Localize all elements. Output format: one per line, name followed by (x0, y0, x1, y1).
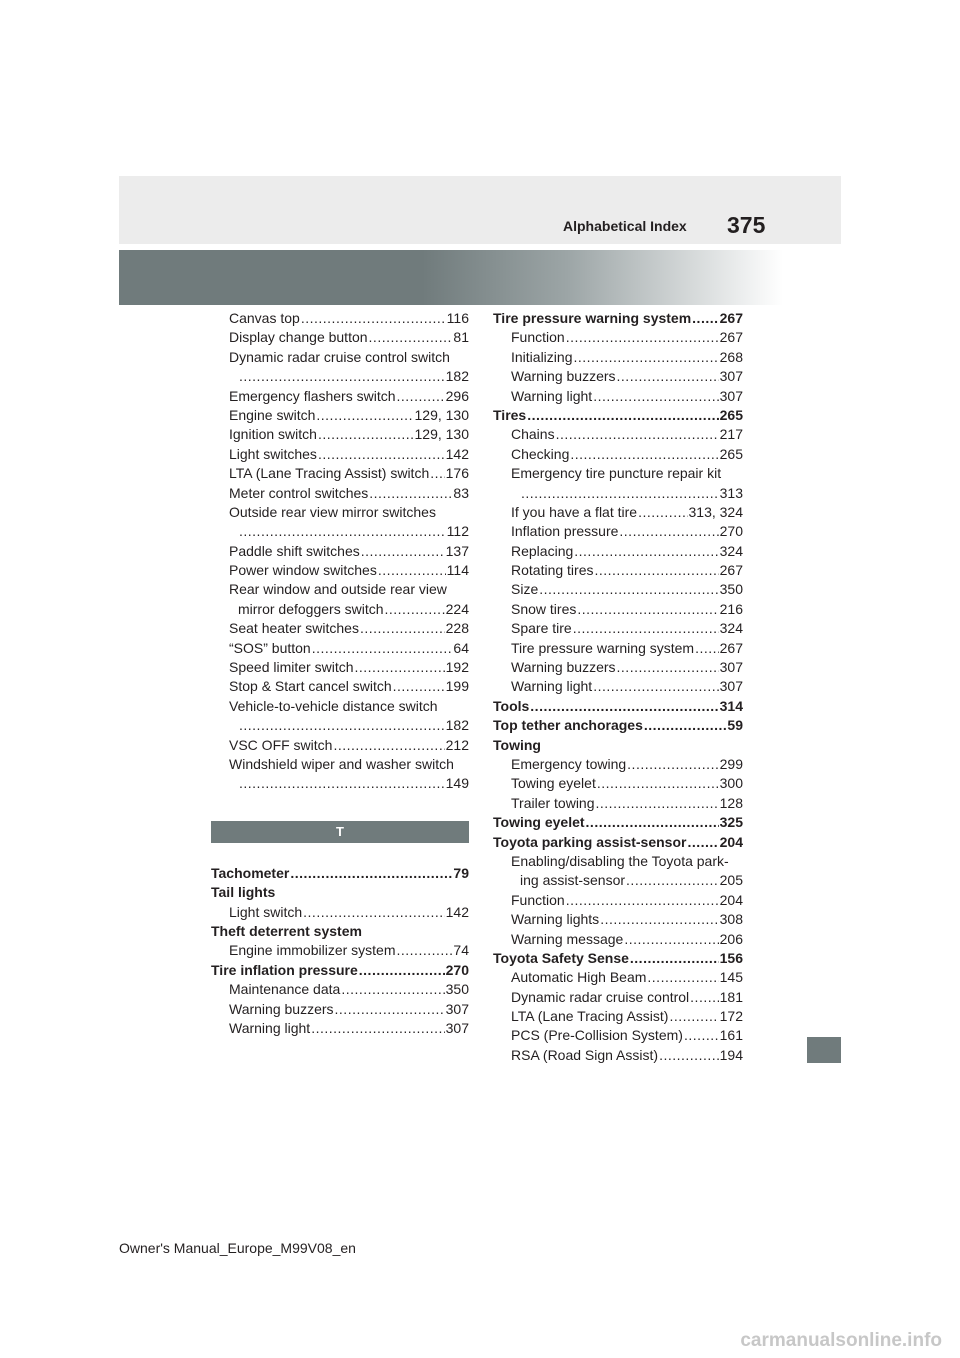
entry-pages: 176 (445, 465, 469, 482)
entry-pages: 161 (719, 1027, 743, 1044)
entry-pages: 314 (719, 697, 743, 714)
dot-leader (690, 988, 718, 1007)
index-entry-sub (493, 600, 743, 619)
dot-leader (573, 348, 718, 367)
index-entry-sub (493, 968, 743, 987)
index-entry-main (211, 961, 469, 980)
entry-label: Meter control switches (229, 484, 369, 501)
entry-label: Power window switches (229, 562, 377, 579)
index-entry-sub (211, 348, 469, 367)
dot-leader (692, 309, 718, 328)
dot-leader (239, 367, 445, 386)
index-entry-sub (211, 639, 469, 658)
dot-leader (318, 445, 445, 464)
entry-label: Inflation pressure (511, 523, 619, 540)
entry-pages: 129, 130 (414, 406, 469, 423)
index-entry-sub (211, 736, 469, 755)
entry-label: mirror defoggers switch (238, 600, 384, 617)
entry-pages: 204 (719, 833, 743, 850)
dot-leader (669, 1007, 718, 1026)
dot-leader (624, 930, 718, 949)
entry-pages: 204 (719, 891, 743, 908)
entry-label: Engine immobilizer system (229, 942, 396, 959)
entry-pages: 172 (719, 1008, 743, 1025)
entry-label: Emergency towing (511, 755, 627, 772)
index-entry-sub (211, 522, 469, 541)
entry-label: Towing eyelet (493, 814, 585, 831)
entry-pages: 307 (719, 659, 743, 676)
entry-label: Light switch (229, 903, 303, 920)
index-entry-sub (493, 755, 743, 774)
dot-leader (597, 774, 719, 793)
dot-leader (385, 600, 445, 619)
dot-leader (593, 387, 718, 406)
entry-pages: 265 (719, 406, 743, 423)
entry-label: Stop & Start cancel switch (229, 678, 392, 695)
entry-pages: 114 (446, 562, 469, 579)
dot-leader (638, 503, 687, 522)
entry-label: LTA (Lane Tracing Assist) (511, 1008, 669, 1025)
entry-pages: 79 (453, 864, 469, 881)
entry-label: Towing eyelet (511, 775, 596, 792)
index-entry-sub (211, 716, 469, 735)
entry-pages: 350 (719, 581, 743, 598)
index-entry-main (211, 922, 469, 941)
entry-label: Chains (511, 426, 555, 443)
dot-leader (530, 697, 718, 716)
entry-pages: 224 (445, 600, 469, 617)
dot-leader (566, 891, 719, 910)
entry-label: Automatic High Beam (511, 969, 647, 986)
dot-leader (577, 600, 718, 619)
index-entry-sub (211, 542, 469, 561)
entry-label: Rear window and outside rear view (229, 581, 447, 598)
dot-leader (594, 561, 718, 580)
dot-leader (303, 903, 444, 922)
entry-label: Spare tire (511, 620, 572, 637)
dot-leader (687, 833, 718, 852)
index-entry-sub (493, 503, 743, 522)
dot-leader (318, 425, 414, 444)
entry-pages: 182 (445, 717, 469, 734)
index-entry-sub (493, 387, 743, 406)
dot-leader (369, 328, 453, 347)
dot-leader (378, 561, 446, 580)
index-entry-main (493, 697, 743, 716)
dot-leader (393, 677, 445, 696)
index-group-c-continued (211, 309, 469, 794)
letter-header-t: T (211, 821, 469, 843)
dot-leader (301, 309, 446, 328)
entry-pages: 205 (719, 872, 743, 889)
entry-pages: 112 (446, 523, 469, 540)
entry-pages: 156 (719, 949, 743, 966)
entry-label: Emergency flashers switch (229, 387, 396, 404)
entry-label: Snow tires (511, 600, 577, 617)
entry-pages: 74 (453, 942, 469, 959)
entry-pages: 217 (719, 426, 743, 443)
index-entry-sub (493, 658, 743, 677)
index-entry-sub (211, 1019, 469, 1038)
index-entry-main (493, 406, 743, 425)
entry-label: Theft deterrent system (211, 922, 362, 939)
index-entry-sub (493, 891, 743, 910)
footer-manual-id: Owner's Manual_Europe_M99V08_en (119, 1240, 356, 1256)
entry-pages: 228 (445, 620, 469, 637)
index-entry-sub (211, 580, 469, 599)
entry-label: Top tether anchorages (493, 717, 643, 734)
entry-label: Toyota parking assist-sensor (493, 833, 687, 850)
entry-label: Warning buzzers (511, 659, 616, 676)
index-entry-sub (493, 910, 743, 929)
dot-leader (521, 484, 719, 503)
entry-pages: 267 (719, 329, 743, 346)
index-entry-sub (493, 561, 743, 580)
entry-pages: 300 (719, 775, 743, 792)
entry-pages: 142 (445, 445, 469, 462)
index-entry-sub (211, 561, 469, 580)
entry-pages: 324 (719, 542, 743, 559)
index-entry-sub (211, 425, 469, 444)
dot-leader (239, 774, 445, 793)
entry-label: Canvas top (229, 310, 300, 326)
index-entry-sub (493, 1007, 743, 1026)
entry-pages: 145 (719, 969, 743, 986)
entry-pages: 307 (719, 387, 743, 404)
entry-label: Warning buzzers (511, 368, 616, 385)
index-entry-sub (211, 677, 469, 696)
entry-pages: 83 (453, 484, 469, 501)
entry-label: Tools (493, 697, 530, 714)
entry-label: Toyota Safety Sense (493, 949, 629, 966)
entry-label: Tires (493, 406, 527, 423)
index-entry-sub (211, 941, 469, 960)
index-entry-sub (493, 445, 743, 464)
entry-label: Engine switch (229, 406, 316, 423)
index-entry-sub (493, 542, 743, 561)
index-entry-sub (493, 988, 743, 1007)
dot-leader (239, 522, 446, 541)
entry-label: Light switches (229, 445, 317, 462)
index-entry-sub (493, 484, 743, 503)
dot-leader (369, 484, 452, 503)
entry-pages: 129, 130 (414, 426, 469, 443)
entry-pages: 265 (719, 445, 743, 462)
entry-label: Emergency tire puncture repair kit (511, 465, 722, 482)
index-entry-sub (211, 1000, 469, 1019)
dot-leader (644, 716, 727, 735)
entry-pages: 181 (719, 988, 743, 1005)
index-entry-sub (211, 697, 469, 716)
entry-pages: 325 (719, 814, 743, 831)
entry-pages: 307 (719, 678, 743, 695)
index-entry-sub (211, 980, 469, 999)
entry-label: Dynamic radar cruise control switch (229, 348, 450, 365)
index-entry-sub (493, 619, 743, 638)
entry-label: Vehicle-to-vehicle distance switch (229, 697, 438, 714)
index-entry-sub (211, 445, 469, 464)
entry-label: If you have a flat tire (511, 503, 638, 520)
index-column-2 (493, 309, 743, 1065)
index-entry-sub (493, 1046, 743, 1065)
entry-pages: 212 (445, 736, 469, 753)
index-entry-sub (211, 387, 469, 406)
entry-label: Paddle shift switches (229, 542, 360, 559)
entry-pages: 137 (445, 542, 469, 559)
entry-pages: 324 (719, 620, 743, 637)
entry-label: Tire pressure warning system (511, 639, 695, 656)
entry-label: Display change button (229, 329, 368, 346)
index-entry-sub (211, 406, 469, 425)
entry-pages: 350 (445, 981, 469, 998)
index-entry-sub (493, 464, 743, 483)
entry-pages: 199 (445, 678, 469, 695)
index-entry-sub (493, 367, 743, 386)
index-entry-sub (211, 367, 469, 386)
index-entry-main (211, 864, 469, 883)
dot-leader (566, 328, 719, 347)
dot-leader (239, 716, 445, 735)
dot-leader (539, 580, 718, 599)
entry-label: Enabling/disabling the Toyota park- (511, 852, 729, 869)
entry-pages: 267 (719, 562, 743, 579)
index-entry-sub (493, 852, 743, 871)
dot-leader (341, 980, 444, 999)
entry-label: LTA (Lane Tracing Assist) switch (229, 465, 430, 482)
index-entry-sub (493, 1026, 743, 1045)
dot-leader (311, 1019, 444, 1038)
entry-pages: 270 (719, 523, 743, 540)
header-gradient-bar (119, 250, 841, 305)
dot-leader (627, 755, 718, 774)
index-entry-main (211, 883, 469, 902)
entry-label: Trailer towing (511, 794, 595, 811)
index-entry-sub (211, 503, 469, 522)
index-entry-sub (211, 600, 469, 619)
entry-pages: 128 (719, 794, 743, 811)
entry-label: “SOS” button (229, 639, 311, 656)
entry-label: Tachometer (211, 864, 290, 881)
dot-leader (333, 736, 444, 755)
entry-label: Maintenance data (229, 981, 341, 998)
entry-pages: 216 (719, 600, 743, 617)
entry-pages: 313, 324 (688, 503, 743, 520)
entry-pages: 307 (445, 1000, 469, 1017)
entry-pages: 64 (453, 639, 469, 656)
entry-pages: 270 (445, 961, 469, 978)
index-entry-sub (211, 619, 469, 638)
entry-pages: 81 (453, 329, 469, 346)
entry-pages: 142 (445, 903, 469, 920)
dot-leader (600, 910, 718, 929)
dot-leader (684, 1026, 719, 1045)
entry-pages: 206 (719, 930, 743, 947)
index-entry-sub (211, 903, 469, 922)
watermark: carmanualsonline.info (740, 1330, 942, 1351)
dot-leader (359, 961, 445, 980)
entry-label: Warning lights (511, 911, 600, 928)
index-entry-sub (493, 930, 743, 949)
dot-leader (397, 387, 445, 406)
entry-pages: 194 (719, 1046, 743, 1063)
entry-pages: 296 (445, 387, 469, 404)
dot-leader (617, 367, 719, 386)
dot-leader (335, 1000, 445, 1019)
index-column-1 (211, 309, 469, 1038)
entry-label: PCS (Pre-Collision System) (511, 1027, 683, 1044)
dot-leader (617, 658, 719, 677)
index-entry-sub (493, 522, 743, 541)
page-number: 375 (727, 212, 766, 238)
entry-label: Towing (493, 736, 541, 753)
entry-label: Replacing (511, 542, 574, 559)
index-entry-sub (493, 580, 743, 599)
entry-label: Function (511, 891, 565, 908)
dot-leader (316, 406, 413, 425)
entry-pages: 192 (445, 659, 469, 676)
index-entry-sub (493, 774, 743, 793)
dot-leader (355, 658, 445, 677)
dot-leader (361, 542, 445, 561)
dot-leader (573, 619, 719, 638)
index-entry-sub (211, 464, 469, 483)
entry-label: Dynamic radar cruise control (511, 988, 690, 1005)
entry-label: Warning buzzers (229, 1000, 334, 1017)
dot-leader (596, 794, 719, 813)
entry-pages: 308 (719, 911, 743, 928)
dot-leader (626, 871, 719, 890)
dot-leader (593, 677, 718, 696)
section-tab-marker (807, 1037, 841, 1063)
index-entry-main (493, 736, 743, 755)
entry-label: Outside rear view mirror switches (229, 503, 436, 520)
index-entry-sub (493, 794, 743, 813)
dot-leader (430, 464, 444, 483)
entry-label: Checking (511, 445, 570, 462)
entry-pages: 182 (445, 368, 469, 385)
entry-label: Tire pressure warning system (493, 310, 692, 326)
index-entry-sub (493, 677, 743, 696)
entry-pages: 267 (719, 639, 743, 656)
entry-pages: 307 (445, 1019, 469, 1036)
section-title: Alphabetical Index (563, 218, 687, 234)
entry-label: Initializing (511, 348, 573, 365)
index-entry-sub (211, 484, 469, 503)
index-entry-main (493, 949, 743, 968)
index-entry-main (493, 833, 743, 852)
entry-label: Tire inflation pressure (211, 961, 358, 978)
entry-label: VSC OFF switch (229, 736, 333, 753)
entry-pages: 268 (719, 348, 743, 365)
entry-label: Function (511, 329, 565, 346)
entry-pages: 149 (445, 775, 469, 792)
index-entry-sub (211, 309, 469, 328)
index-group-t (211, 864, 469, 1039)
index-entry-sub (211, 658, 469, 677)
dot-leader (574, 542, 718, 561)
entry-pages: 299 (719, 755, 743, 772)
index-entry-sub (493, 425, 743, 444)
dot-leader (695, 639, 719, 658)
dot-leader (397, 941, 453, 960)
entry-label: Warning light (229, 1019, 311, 1036)
index-entry-main (493, 309, 743, 328)
dot-leader (619, 522, 718, 541)
dot-leader (556, 425, 719, 444)
entry-pages: 313 (719, 484, 743, 501)
entry-label: ing assist-sensor (520, 872, 626, 889)
dot-leader (360, 619, 445, 638)
dot-leader (290, 864, 452, 883)
index-entry-sub (493, 639, 743, 658)
dot-leader (630, 949, 719, 968)
index-entry-sub (493, 328, 743, 347)
entry-pages: 267 (719, 310, 743, 326)
entry-label: Seat heater switches (229, 620, 359, 637)
dot-leader (647, 968, 718, 987)
entry-label: Windshield wiper and washer switch (229, 755, 454, 772)
dot-leader (570, 445, 718, 464)
entry-label: Warning light (511, 678, 593, 695)
index-entry-main (493, 813, 743, 832)
dot-leader (527, 406, 718, 425)
entry-label: Warning message (511, 930, 624, 947)
entry-pages: 59 (727, 717, 743, 734)
dot-leader (312, 639, 453, 658)
index-group-t-continued (493, 309, 743, 1065)
entry-label: RSA (Road Sign Assist) (511, 1046, 659, 1063)
index-entry-sub (211, 755, 469, 774)
dot-leader (659, 1046, 719, 1065)
entry-label: Speed limiter switch (229, 659, 354, 676)
entry-label: Rotating tires (511, 562, 594, 579)
index-entry-sub (211, 328, 469, 347)
entry-label: Size (511, 581, 539, 598)
entry-pages: 307 (719, 368, 743, 385)
entry-label: Ignition switch (229, 426, 317, 443)
entry-pages: 116 (446, 310, 469, 326)
index-entry-sub (211, 774, 469, 793)
index-entry-sub (493, 348, 743, 367)
dot-leader (586, 813, 719, 832)
index-entry-sub (493, 871, 743, 890)
entry-label: Warning light (511, 387, 593, 404)
entry-label: Tail lights (211, 884, 276, 901)
index-entry-main (493, 716, 743, 735)
